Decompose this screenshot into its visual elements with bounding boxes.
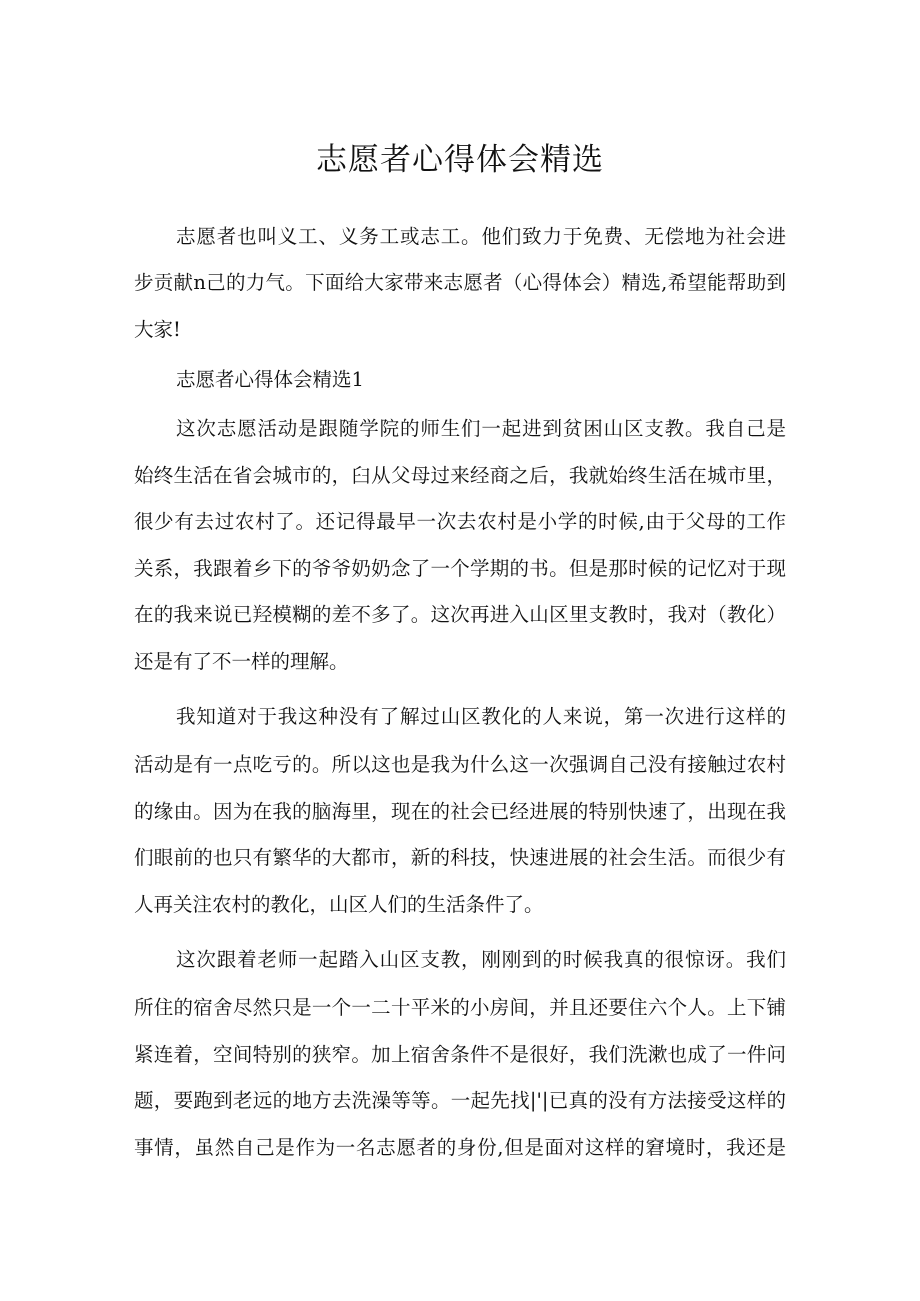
intro-line-1: 志愿者也叫义工、义务工或志工。他们致力于免费、无偿地为社会进: [176, 225, 786, 248]
document-title: 志愿者心得体会精选: [316, 142, 604, 178]
paragraph1-line-2: 始终生活在省会城市的，臼从父母过来经商之后，我就始终生活在城市里，: [134, 464, 786, 487]
paragraph2-line-5: 人再关注农村的教化，山区人们的生活条件了。: [134, 893, 544, 916]
paragraph3-line-5: 事情，虽然自己是作为一名志愿者的身份,但是面对这样的窘境时，我还是: [134, 1136, 786, 1159]
paragraph3-line-1: 这次跟着老师一起踏入山区支教，刚刚到的时候我真的很惊讶。我们: [176, 948, 786, 971]
paragraph3-line-2: 所住的宿舍尽然只是一个一二十平米的小房间，并且还要住六个人。上下铺: [134, 996, 786, 1019]
paragraph2-line-2: 活动是有一点吃亏的。所以这也是我为什么这一次强调自己没有接触过农村: [134, 753, 786, 776]
paragraph2-line-3: 的缘由。因为在我的脑海里，现在的社会已经进展的特别快速了，出现在我: [134, 800, 786, 823]
intro-line-3: 大家!: [134, 318, 181, 341]
paragraph2-line-1: 我知道对于我这种没有了解过山区教化的人来说，第一次进行这样的: [176, 705, 786, 728]
paragraph1-line-4: 关系，我跟着乡下的爷爷奶奶念了一个学期的书。但是那时候的记忆对于现: [134, 557, 786, 580]
paragraph2-line-4: 们眼前的也只有繁华的大都市，新的科技，快速进展的社会生活。而很少有: [134, 846, 786, 869]
paragraph3-line-3: 紧连着，空间特别的狭窄。加上宿舍条件不是很好，我们洗漱也成了一件问: [134, 1043, 786, 1066]
intro-line-2: 步贡献n己的力气。下面给大家带来志愿者（心得体会）精选,希望能帮助到: [134, 271, 786, 294]
paragraph1-line-1: 这次志愿活动是跟随学院的师生们一起进到贫困山区支教。我自己是: [176, 417, 786, 440]
paragraph1-line-5: 在的我来说已羟模糊的差不多了。这次再进入山区里支教时，我对（教化）: [134, 603, 786, 626]
paragraph3-line-4: 题，要跑到老远的地方去洗澡等等。一起先找|'|已真的没有方法接受这样的: [134, 1089, 786, 1112]
paragraph1-line-3: 很少有去过农村了。还记得最早一次去农村是小学的时候,由于父母的工作: [134, 510, 786, 533]
section-heading: 志愿者心得体会精选1: [176, 368, 364, 391]
paragraph1-line-6: 还是有了不一样的理解。: [134, 650, 349, 673]
